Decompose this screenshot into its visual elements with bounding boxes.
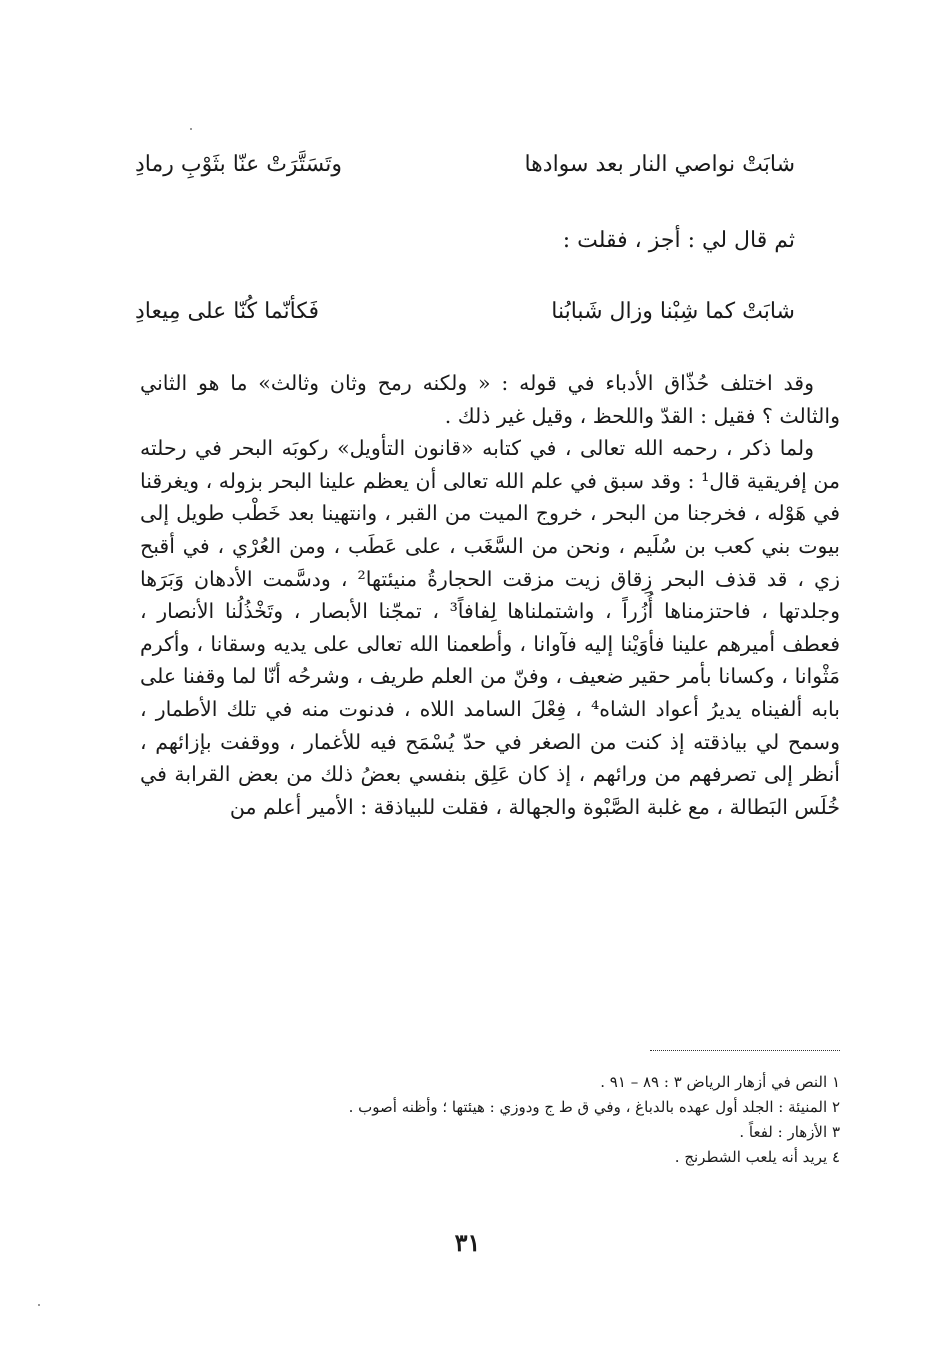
- poem-verse-1: [135, 150, 795, 180]
- verse-2-first-hemistich: شابَتْ كما شِبْنا وزال شَبابُنا: [551, 299, 795, 324]
- footnote-3: ٣ الأزهار : لفعاً .: [739, 1123, 840, 1141]
- body-text: [140, 367, 840, 823]
- paragraph-critics: وقد اختلف حُذّاق الأدباء في قوله : « ولكنه رمح وثان وثالث» ما هو الثاني والثالث ؟ فقيل : القدّ واللحظ ، وقيل غير ذلك .: [140, 371, 840, 428]
- footnote-2: ٢ المنيئة : الجلد أول عهده بالدباغ ، وفي ق ط ج ودوزي : هيئتها ؛ وأظنه أصوب .: [348, 1098, 840, 1116]
- poem-verse-2: [135, 297, 795, 327]
- footnote-4: ٤ يريد أنه يلعب الشطرنج .: [674, 1148, 840, 1166]
- verse-1-first-hemistich: شابَتْ نواصي النار بعد سوادها: [524, 152, 795, 177]
- verse-2-second-hemistich: فَكأنّما كُنّا على مِيعادِ: [135, 299, 319, 324]
- paragraph-sea-voyage: ولما ذكر ، رحمه الله تعالى ، في كتابه «قانون التأويل» ركوبَه البحر في رحلته من إفريقية قال¹ : وقد سبق في علم الله تعالى أن يعظم علينا البحر بزوله ، ويغرقنا في هَوْله ، فخرجنا من البحر ، خروج الميت من القبر ، وانتهينا بعد خَطْب طويل إلى بيوت بني كعب بن سُلَيم ، ونحن من السَّغَب ، على عَطَب ، ومن العُرْي ، في أقبح زي ، قد قذف البحر زِقاق زيت مزقت الحجارةُ منيئتها² ، ودسَّمت الأدهان وَبَرَها وجلدتها ، فاحتزمناها أُزُراً ، واشتملناها لِفافاً³ ، تمجّنا الأبصار ، وتَخْذُلُنا الأنصار ، فعطف أميرهم علينا فأوَيْنا إليه فآوانا ، وأطعمنا الله تعالى على يديه وسقانا ، وأكرم مَثْوانا ، وكسانا بأمر حقير ضعيف ، وفنّ من العلم طريف ، وشرحُه أنّا لما وقفنا على بابه ألفيناه يديرُ أعواد الشاه⁴ ، فِعْلَ السامد اللاه ، فدنوت منه في تلك الأطمار ، وسمح لي بياذقته إذ كنت من الصغر في حدّ يُسْمَح فيه للأغمار ، ووقفت بإزائهم ، أنظر إلى تصرفهم من ورائهم ، إذ كان عَلِق بنفسي بعضُ ذلك من بعض القرابة في خُلَس البَطالة ، مع غلبة الصَّبْوة والجهالة ، فقلت للبياذقة : الأمير أعلم من: [140, 436, 840, 819]
- verse-1-second-hemistich: وتَسَتَّرَتْ عنّا بثَوْبِ رمادِ: [135, 152, 343, 177]
- footnotes: [140, 1070, 840, 1170]
- footnote-separator: [650, 1050, 840, 1051]
- intro-line: ثم قال لي : أجز ، فقلت :: [562, 228, 795, 253]
- footnote-1: ١ النص في أزهار الرياض ٣ : ٨٩ – ٩١ .: [600, 1073, 840, 1091]
- page-number: ٣١: [454, 1228, 481, 1257]
- scan-speck: [38, 1304, 40, 1306]
- scan-speck: [190, 128, 192, 130]
